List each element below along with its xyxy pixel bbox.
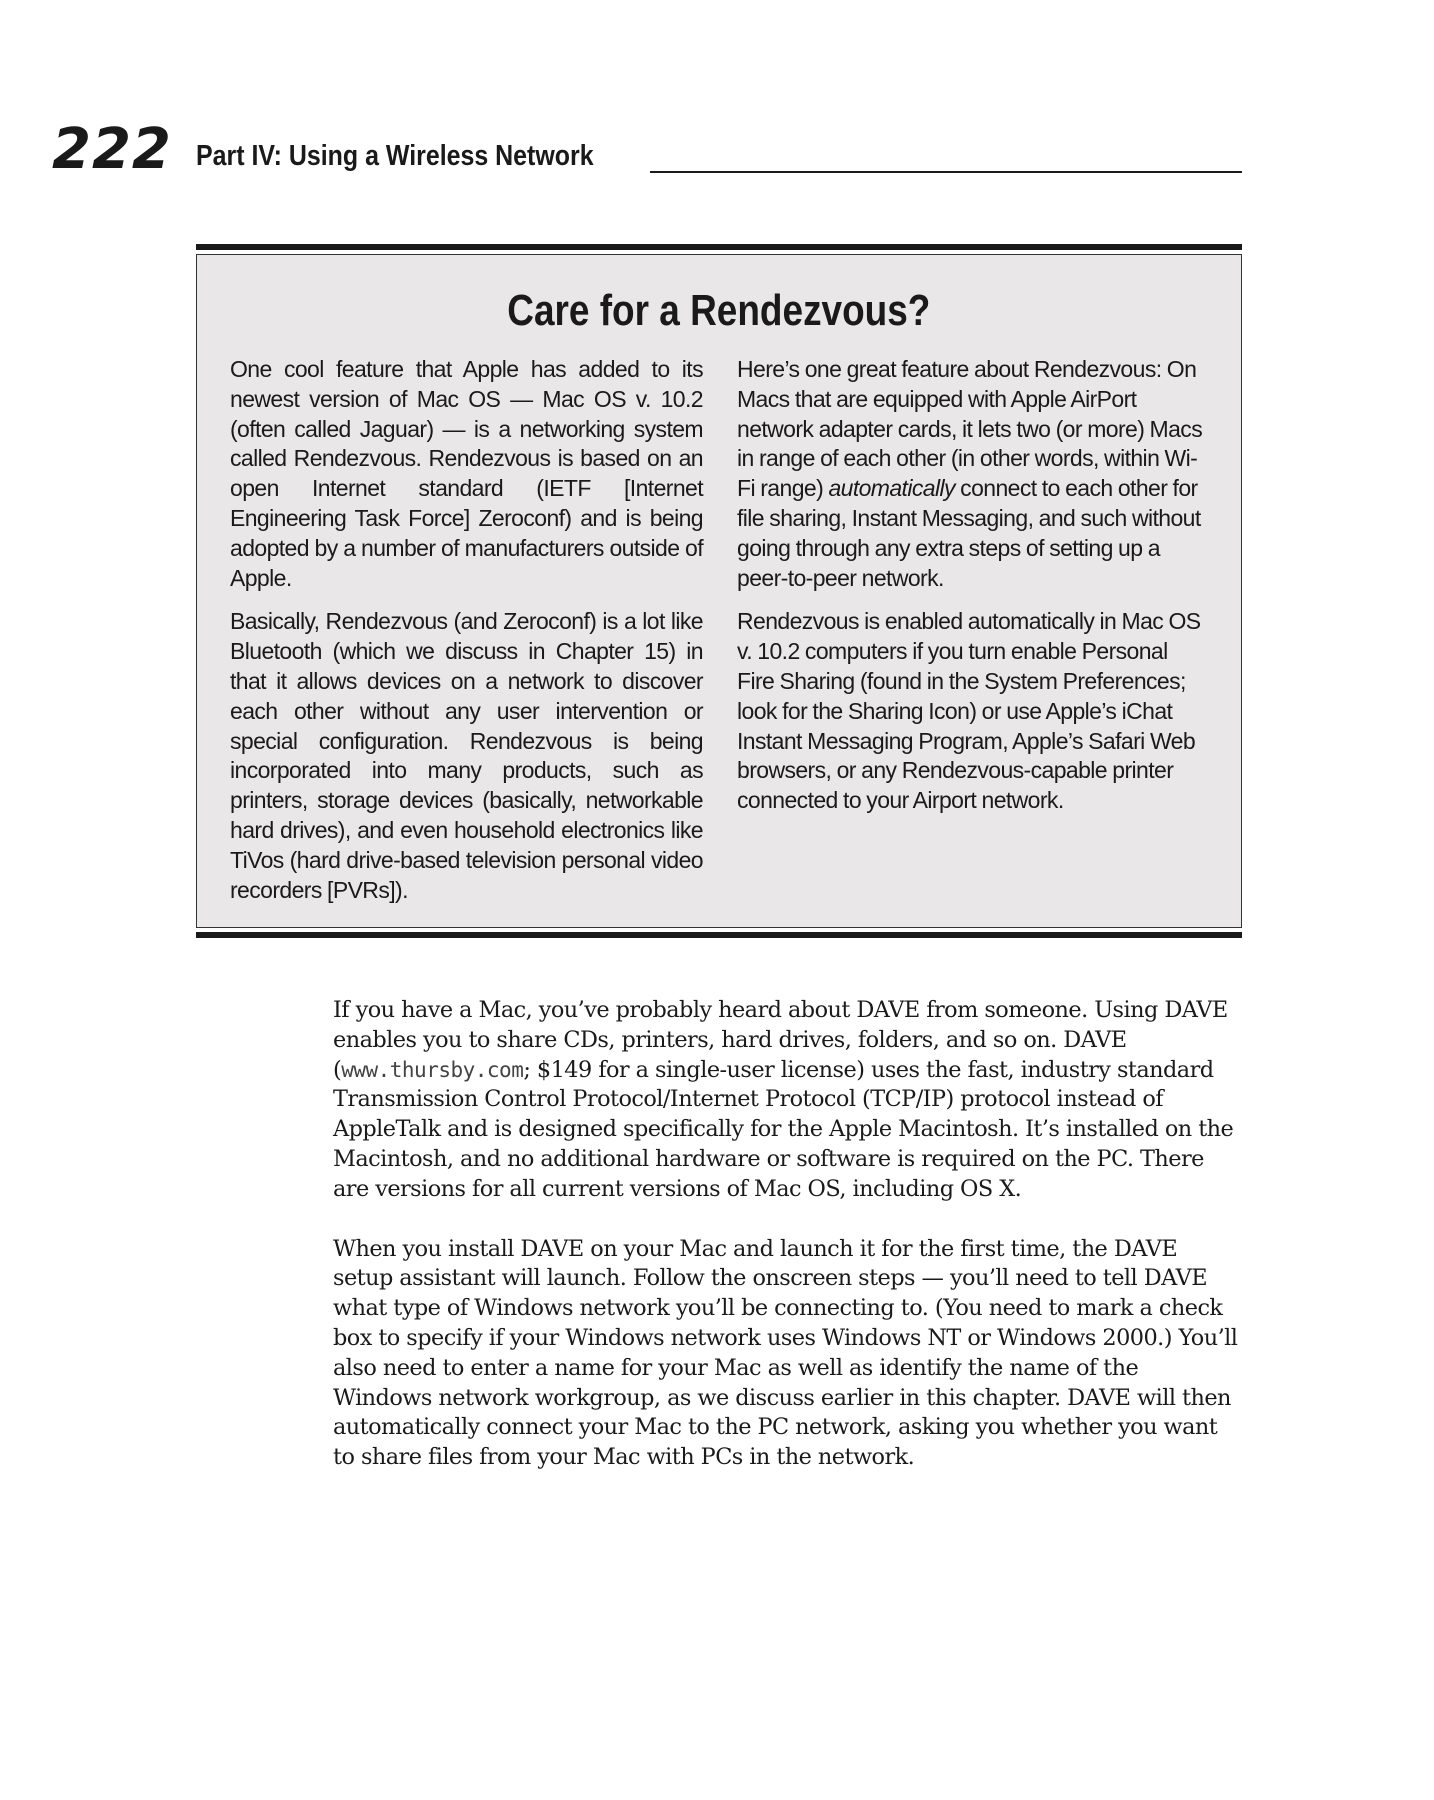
body-paragraph <box>333 996 1242 1205</box>
sidebar <box>196 244 1242 938</box>
header-rule <box>650 171 1242 173</box>
text-run: ; $149 for a single-user license) uses the fast, industry standard Transmission Control Protocol/Internet Protocol (TCP/IP) protocol instead of AppleTalk and is designed specifically for the Apple Macintosh. It’s installed on the Macintosh, and no additional hardware or software is required on the PC. There are versions for all current versions of Mac OS, including OS X. <box>333 1056 1234 1202</box>
sidebar-paragraph: One cool feature that Apple has added to its newest version of Mac OS — Mac OS v. 10.2 (often called Jaguar) — is a networking system called Rendezvous. Rendezvous is based on an open Internet standard (IETF [Internet Engineering Task Force] Zeroconf) and is being adopted by a number of manufacturers outside of Apple. <box>230 356 703 591</box>
text-run: If you have a Mac, you’ve probably heard about DAVE from someone. Using DAVE enables you to share CDs, printers, hard drives, folders, and so on. DAVE ( <box>333 997 1228 1083</box>
sidebar-bottom-rule <box>196 932 1242 938</box>
emphasis-text: automatically <box>828 475 955 502</box>
sidebar-left-column <box>230 355 703 919</box>
text-run: connect to each other for file sharing, Instant Messaging, and such without going through any extra steps of setting up a peer-to-peer network. <box>737 475 1201 591</box>
sidebar-title-text: Care for a Rendezvous? <box>507 286 931 335</box>
sidebar-box <box>196 254 1242 928</box>
sidebar-right-column <box>737 355 1210 830</box>
sidebar-paragraph: Basically, Rendezvous (and Zeroconf) is a lot like Bluetooth (which we discuss in Chapter 15) in that it allows devices on a network to discover each other without any user intervention or special configuration. Rendezvous is being incorporated into many products, such as printers, storage devices (basically, networkable hard drives), and even household electronics like TiVos (hard drive-based television personal video recorders [PVRs]). <box>230 608 703 903</box>
sidebar-top-rule <box>196 244 1242 250</box>
sidebar-paragraph: Rendezvous is enabled automatically in Mac OS v. 10.2 computers if you turn enable Personal Fire Sharing (found in the System Preferences; look for the Sharing Icon) or use Apple’s iChat Instant Messaging Program, Apple’s Safari Web browsers, or any Rendezvous-capable printer connected to your Airport network. <box>737 608 1201 814</box>
body-text <box>333 996 1242 1503</box>
page-number: 222 <box>52 117 172 182</box>
url-link[interactable]: www.thursby.com <box>341 1057 524 1082</box>
text-run: Here’s one great feature about Rendezvous: On Macs that are equipped with Apple AirPort network adapter cards, it lets two (or more) Macs in range of each other (in other words, within Wi-Fi range) <box>737 356 1203 502</box>
sidebar-title <box>197 286 1241 335</box>
sidebar-paragraph <box>737 355 1210 593</box>
body-paragraph: When you install DAVE on your Mac and launch it for the first time, the DAVE setup assistant will launch. Follow the onscreen steps — you’ll need to tell DAVE what type of Windows network you’ll be connecting to. (You need to mark a check box to specify if your Windows network uses Windows NT or Windows 2000.) You’ll also need to enter a name for your Mac as well as identify the name of the Windows network workgroup, as we discuss earlier in this chapter. DAVE will then automatically connect your Mac to the PC network, asking you whether you want to share files from your Mac with PCs in the network. <box>333 1235 1238 1471</box>
running-head: Part IV: Using a Wireless Network <box>196 140 594 172</box>
